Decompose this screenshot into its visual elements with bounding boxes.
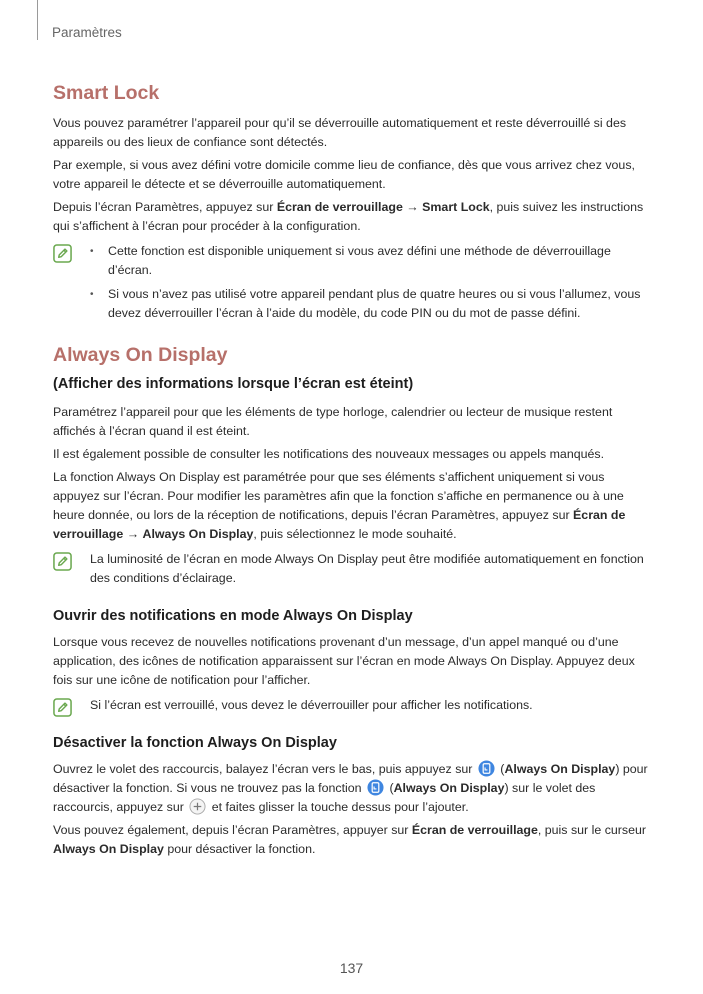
smart-lock-paragraph-1: Vous pouvez paramétrer l’appareil pour qu’il se déverrouille automatiquement et reste déverrouillé si des appareils ou des lieux de confiance sont détectés. xyxy=(53,116,627,149)
note-pencil-icon xyxy=(53,552,72,571)
disable-paragraph-1: Ouvrez le volet des raccourcis, balayez l’écran vers le bas, puis appuyez sur (Always On Display) pour désactiver la fonction. Si vous ne trouvez pas la fonction (Always On Display) sur le volet des raccourcis, appuyez sur et faites glisser la touche dessus pour l’ajouter. xyxy=(53,762,648,814)
aod-paragraph-2: Il est également possible de consulter les notifications des nouveaux messages ou appels manqués. xyxy=(53,447,605,461)
add-plus-icon xyxy=(189,798,206,815)
section-title-always-on-display: Always On Display xyxy=(53,344,228,366)
smart-lock-paragraph-3: Depuis l’écran Paramètres, appuyez sur Écran de verrouillage → Smart Lock, puis suivez les instructions qui s’affichent à l’écran pour procéder à la configuration. xyxy=(53,200,644,233)
section-subtitle-always-on-display: (Afficher des informations lorsque l’écran est éteint) xyxy=(53,376,414,392)
note-list xyxy=(90,242,653,323)
notifications-paragraph-1: Lorsque vous recevez de nouvelles notifications provenant d’un message, d’un appel manqué ou d’une application, des icônes de notification apparaissent sur l’écran en mode Always On Display. Appuyez deux fois sur une icône de notification pour l’afficher. xyxy=(53,635,635,687)
smart-lock-note xyxy=(53,242,653,323)
aod-note xyxy=(53,550,653,588)
note-text: Si l’écran est verrouillé, vous devez le déverrouiller pour afficher les notifications. xyxy=(90,698,533,712)
note-list-item: • Cette fonction est disponible uniquement si vous avez défini une méthode de déverrouillage d’écran. xyxy=(90,242,653,280)
note-pencil-icon xyxy=(53,698,72,717)
aod-paragraph-3: La fonction Always On Display est paramétrée pour que ses éléments s’affichent uniquement si vous appuyez sur l’écran. Pour modifier les paramètres afin que la fonction s’affiche en permanence ou à une heure donnée, ou lors de la réception de notifications, depuis l’écran Paramètres, appuyez sur Écran de verrouillage → Always On Display, puis sélectionnez le mode souhaité. xyxy=(53,470,626,541)
page-corner-line xyxy=(37,0,38,40)
always-on-display-icon xyxy=(367,779,384,796)
note-text: La luminosité de l’écran en mode Always On Display peut être modifiée automatiquement en fonction des conditions d’éclairage. xyxy=(90,552,644,585)
disable-paragraph-2: Vous pouvez également, depuis l’écran Paramètres, appuyer sur Écran de verrouillage, puis sur le curseur Always On Display pour désactiver la fonction. xyxy=(53,823,647,856)
always-on-display-icon xyxy=(478,760,495,777)
subsection-title-disable: Désactiver la fonction Always On Display xyxy=(53,735,337,751)
note-list-item: • Si vous n’avez pas utilisé votre appareil pendant plus de quatre heures ou si vous l’allumez, vous devez déverrouiller l’écran à l’aide du modèle, du code PIN ou du mot de passe défini. xyxy=(90,285,653,323)
note-pencil-icon xyxy=(53,244,72,263)
page-content xyxy=(53,82,653,863)
smart-lock-paragraph-2: Par exemple, si vous avez défini votre domicile comme lieu de confiance, dès que vous arrivez chez vous, votre appareil le détecte et se déverrouille automatiquement. xyxy=(53,158,635,191)
running-header: Paramètres xyxy=(52,25,122,40)
aod-paragraph-1: Paramétrez l’appareil pour que les éléments de type horloge, calendrier ou lecteur de musique restent affichés à l’écran quand il est éteint. xyxy=(53,405,613,438)
page-number: 137 xyxy=(339,960,364,976)
section-title-smart-lock: Smart Lock xyxy=(53,82,160,104)
subsection-title-notifications: Ouvrir des notifications en mode Always On Display xyxy=(53,608,413,624)
notifications-note xyxy=(53,696,653,715)
